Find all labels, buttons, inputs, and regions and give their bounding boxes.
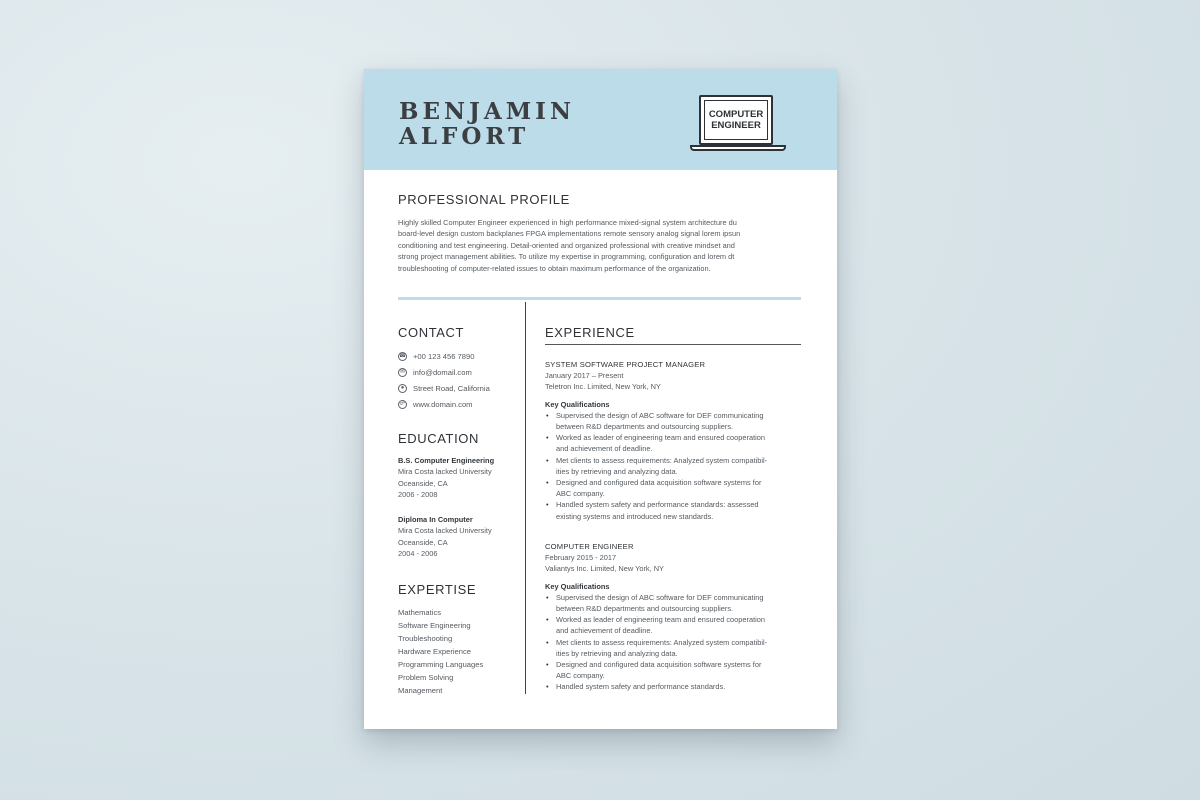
qualification-item [545, 659, 801, 681]
skill-item: Mathematics [398, 608, 442, 617]
profile-line: strong project management abilities. To utilize my expertise in programming, configuration and lorem dt [398, 252, 735, 262]
qualification-item [545, 477, 801, 499]
badge-line-2: ENGINEER [711, 120, 761, 131]
qualification-line: • Designed and configured data acquisition software systems for [556, 478, 762, 488]
edu-school: Mira Costa lacked University [398, 467, 492, 477]
job-company: Valiantys Inc. Limited, New York, NY [545, 564, 664, 574]
job-title: COMPUTER ENGINEER [545, 542, 634, 551]
education-entry [398, 455, 494, 501]
job-title: SYSTEM SOFTWARE PROJECT MANAGER [545, 360, 706, 369]
qualification-line: • Designed and configured data acquisition software systems for [556, 660, 762, 670]
job-company: Teletron Inc. Limited, New York, NY [545, 382, 661, 392]
laptop-icon [690, 95, 786, 155]
contact-text: info@domail.com [413, 367, 472, 377]
qualification-line: between R&D departments and outsourcing suppliers. [556, 604, 734, 614]
qualification-line: • Met clients to assess requirements: Analyzed system compatibil- [556, 455, 768, 465]
job-dates: February 2015 - 2017 [545, 553, 617, 563]
skill-item: Software Engineering [398, 621, 471, 630]
qualification-list [545, 410, 801, 522]
skill-item: Troubleshooting [398, 634, 453, 643]
location-icon: ● [398, 384, 407, 393]
skill-item: Hardware Experience [398, 647, 472, 656]
laptop-screen [699, 95, 773, 145]
qualification-line: • Worked as leader of engineering team and ensured cooperation [556, 433, 765, 443]
column-divider [525, 302, 526, 694]
resume-page [364, 69, 837, 729]
education-heading: EDUCATION [398, 431, 479, 446]
profile-heading: PROFESSIONAL PROFILE [398, 192, 570, 207]
edu-degree: B.S. Computer Engineering [398, 456, 495, 465]
contact-text: +00 123 456 7890 [413, 351, 475, 361]
education-entry [398, 514, 492, 560]
qualification-item [545, 455, 801, 477]
qualification-line: • Supervised the design of ABC software for DEF communicating [556, 592, 764, 602]
contact-web [398, 398, 473, 410]
key-qualifications-label: Key Qualifications [545, 399, 610, 409]
profile-line: Highly skilled Computer Engineer experienced in high performance mixed-signal system architecture du [398, 218, 737, 227]
profile-line: troubleshooting of computer-related issues to obtain maximum performance of the organization. [398, 263, 711, 273]
edu-place: Oceanside, CA [398, 478, 448, 488]
job-dates: January 2017 – Present [545, 371, 624, 381]
expertise-heading: EXPERTISE [398, 582, 477, 597]
qualification-list [545, 592, 801, 693]
phone-icon: ☎ [398, 353, 407, 359]
job-entry [545, 541, 801, 693]
qualification-line: and achievement of deadline. [556, 444, 653, 454]
candidate-name [399, 99, 575, 149]
qualification-item [545, 410, 801, 432]
qualification-line: • Supervised the design of ABC software for DEF communicating [556, 410, 764, 420]
job-entry [545, 359, 801, 522]
edu-degree: Diploma In Computer [398, 515, 473, 524]
qualification-item [545, 614, 801, 636]
mail-icon: ✉ [399, 369, 406, 375]
qualification-line: and achievement of deadline. [556, 626, 653, 636]
edu-place: Oceanside, CA [398, 537, 448, 547]
qualification-line: ities by retrieving and analyzing data. [556, 466, 678, 476]
name-last: ALFORT [399, 123, 530, 150]
contact-email [398, 366, 472, 378]
edu-years: 2004 - 2006 [398, 549, 438, 559]
contact-text: Street Road, California [413, 383, 490, 393]
contact-phone [398, 350, 474, 362]
skill-item: Problem Solving [398, 673, 454, 682]
section-divider [398, 297, 801, 300]
qualification-line: • Worked as leader of engineering team and ensured cooperation [556, 615, 765, 625]
qualification-item [545, 432, 801, 454]
qualification-line: existing systems and introduced new standards. [556, 511, 714, 521]
key-qualifications-label: Key Qualifications [545, 581, 610, 591]
resume-header [364, 69, 837, 170]
laptop-base [690, 145, 786, 151]
qualification-line: • Met clients to assess requirements: Analyzed system compatibil- [556, 637, 768, 647]
experience-rule [545, 344, 801, 345]
profile-text [398, 217, 808, 274]
job-title-badge [704, 100, 768, 140]
qualification-line: ities by retrieving and analyzing data. [556, 648, 678, 658]
qualification-item [545, 499, 801, 521]
badge-line-1: COMPUTER [708, 109, 764, 120]
qualification-item [545, 681, 801, 692]
qualification-line: ABC company. [556, 489, 605, 499]
skill-item: Programming Languages [398, 660, 484, 669]
edu-school: Mira Costa lacked University [398, 526, 492, 536]
edu-years: 2006 - 2008 [398, 490, 438, 500]
qualification-line: ABC company. [556, 671, 605, 681]
profile-line: conditioning and test engineering. Detail-oriented and organized professional with creative mindset and [398, 240, 735, 250]
profile-line: board-level design custom backplanes FPGA implementations remote sensory analog signal lorem ipsun [398, 229, 741, 239]
experience-heading: EXPERIENCE [545, 325, 635, 340]
qualification-item [545, 637, 801, 659]
qualification-line: between R&D departments and outsourcing suppliers. [556, 422, 734, 432]
skill-item: Management [398, 686, 443, 695]
expertise-list [398, 606, 483, 697]
qualification-line: • Handled system safety and performance standards. [556, 682, 726, 692]
web-icon: ☍ [399, 401, 406, 407]
name-first: BENJAMIN [399, 98, 575, 125]
qualification-item [545, 592, 801, 614]
contact-location [398, 382, 490, 394]
contact-heading: CONTACT [398, 325, 465, 340]
qualification-line: • Handled system safety and performance standards: assessed [556, 500, 759, 510]
contact-text: www.domain.com [413, 399, 473, 409]
